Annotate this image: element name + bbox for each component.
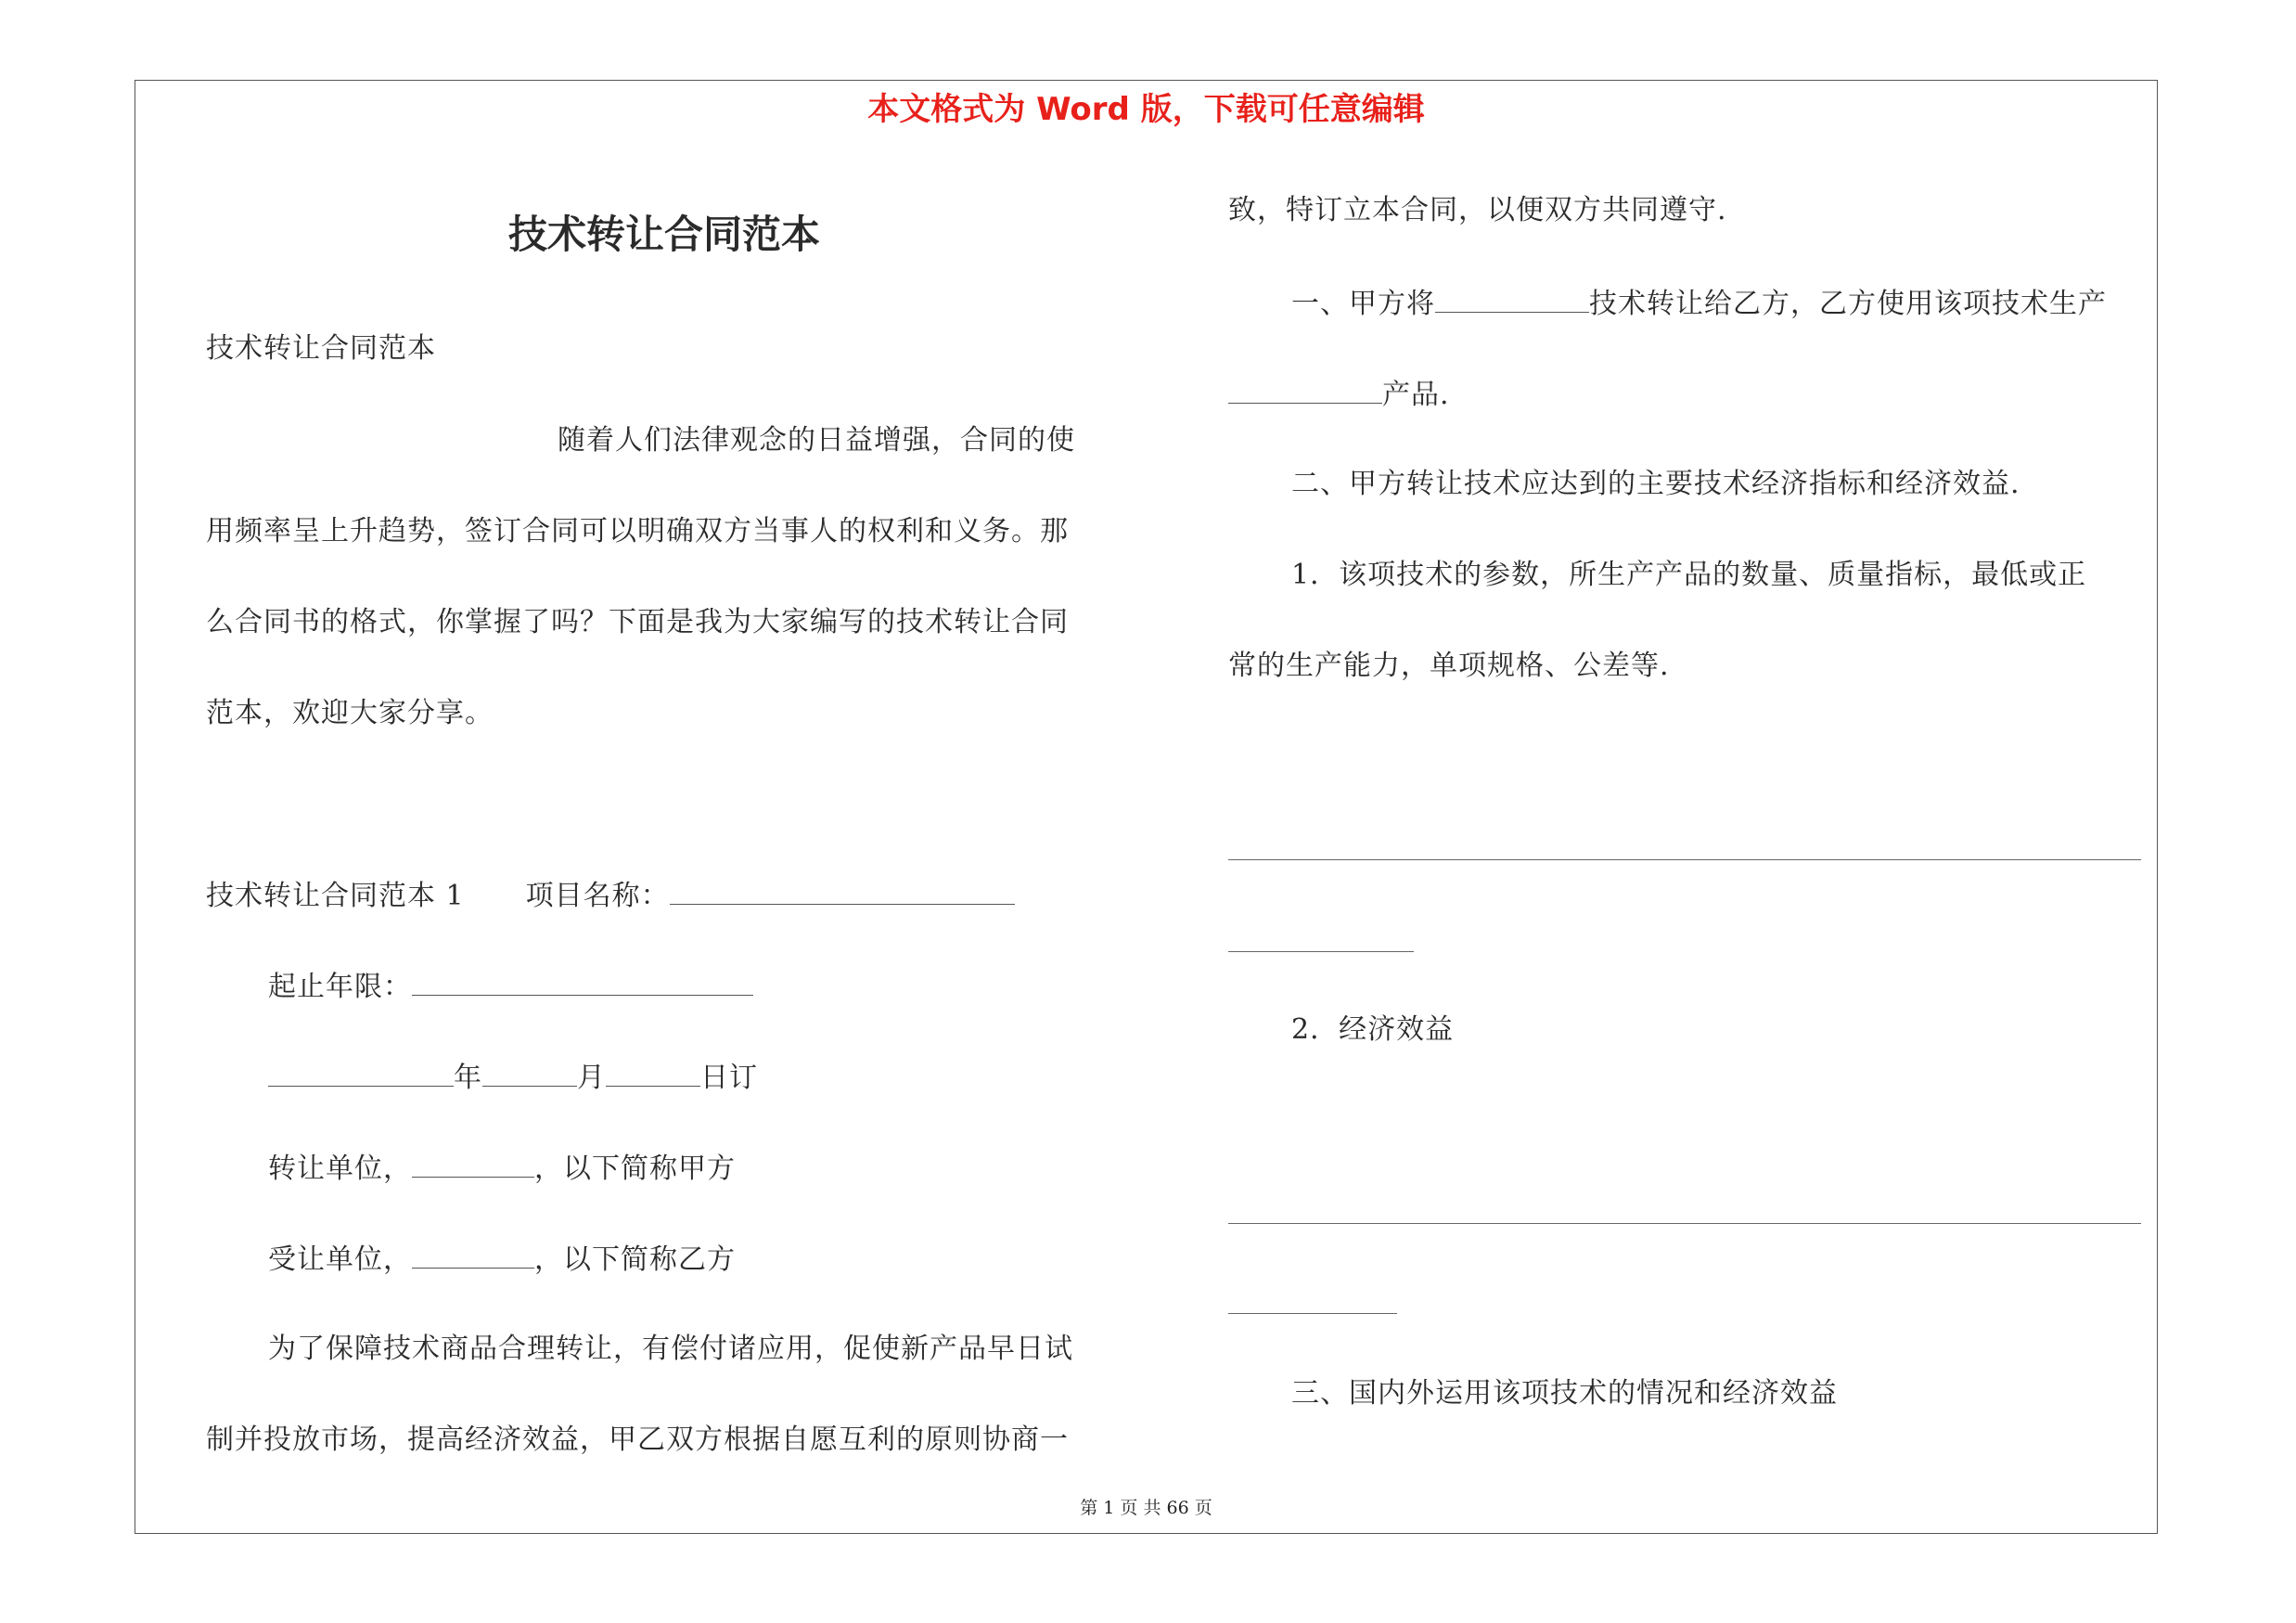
clause-2: 二、甲方转让技术应达到的主要技术经济指标和经济效益. bbox=[1291, 468, 2020, 500]
sample-heading: 技术转让合同范本 1 bbox=[206, 880, 465, 912]
intro-line-3: 么合同书的格式，你掌握了吗？下面是我为大家编写的技术转让合同 bbox=[206, 606, 1069, 638]
clause-1-end-line bbox=[1228, 375, 1450, 414]
date-line bbox=[268, 1058, 758, 1097]
clause-1-line bbox=[1291, 284, 2107, 323]
product-blank bbox=[1228, 375, 1382, 404]
project-label: 项目名称： bbox=[525, 880, 670, 912]
continuation-line: 致，特订立本合同，以便双方共同遵守. bbox=[1228, 194, 1727, 226]
month-blank bbox=[482, 1058, 577, 1087]
intro-line-1: 随着人们法律观念的日益增强，合同的使 bbox=[558, 424, 1075, 457]
clause-1-end: 产品. bbox=[1382, 379, 1450, 411]
transferor-suffix: ，以下简称甲方 bbox=[534, 1153, 736, 1185]
transferee-blank bbox=[412, 1240, 534, 1269]
purpose-line-1: 为了保障技术商品合理转让，有偿付诸应用，促使新产品早日试 bbox=[268, 1333, 1073, 1365]
transferee-label: 受让单位， bbox=[268, 1243, 412, 1276]
format-banner: 本文格式为 Word 版，下载可任意编辑 bbox=[867, 91, 1425, 128]
transferee-suffix: ，以下简称乙方 bbox=[534, 1243, 736, 1276]
intro-line-2: 用频率呈上升趋势，签订合同可以明确双方当事人的权利和义务。那 bbox=[206, 515, 1069, 547]
transferor-line bbox=[268, 1149, 736, 1188]
clause-1-suffix: 技术转让给乙方，乙方使用该项技术生产 bbox=[1589, 288, 2107, 320]
page-number: 第 1 页 共 66 页 bbox=[1080, 1498, 1212, 1518]
subtitle: 技术转让合同范本 bbox=[206, 332, 436, 365]
clause-3: 三、国内外运用该项技术的情况和经济效益 bbox=[1291, 1377, 1838, 1410]
document-title: 技术转让合同范本 bbox=[507, 212, 820, 257]
fill-in-rule-short bbox=[1228, 951, 1414, 952]
month-label: 月 bbox=[577, 1062, 606, 1094]
period-label: 起止年限： bbox=[268, 971, 412, 1003]
transferor-label: 转让单位， bbox=[268, 1153, 412, 1185]
fill-in-rule bbox=[1228, 1223, 2141, 1224]
transferor-blank bbox=[412, 1149, 534, 1178]
fill-in-rule-short bbox=[1228, 1313, 1397, 1314]
technology-blank bbox=[1435, 284, 1589, 313]
year-blank bbox=[268, 1058, 454, 1087]
purpose-line-2: 制并投放市场，提高经济效益，甲乙双方根据自愿互利的原则协商一 bbox=[206, 1423, 1069, 1456]
item-2: 2．经济效益 bbox=[1291, 1013, 1455, 1046]
intro-line-4: 范本，欢迎大家分享。 bbox=[206, 697, 494, 729]
transferee-line bbox=[268, 1240, 736, 1279]
period-blank bbox=[412, 967, 753, 996]
day-blank bbox=[606, 1058, 700, 1087]
project-blank bbox=[670, 876, 1015, 905]
fill-in-rule bbox=[1228, 859, 2141, 860]
item-1-line-1: 1．该项技术的参数，所生产产品的数量、质量指标，最低或正 bbox=[1291, 559, 2087, 591]
sample-heading-line bbox=[206, 876, 1015, 915]
period-line bbox=[268, 967, 753, 1006]
day-label: 日订 bbox=[700, 1062, 758, 1094]
clause-1-prefix: 一、甲方将 bbox=[1291, 288, 1435, 320]
item-1-line-2: 常的生产能力，单项规格、公差等. bbox=[1228, 650, 1670, 682]
year-label: 年 bbox=[454, 1062, 482, 1094]
